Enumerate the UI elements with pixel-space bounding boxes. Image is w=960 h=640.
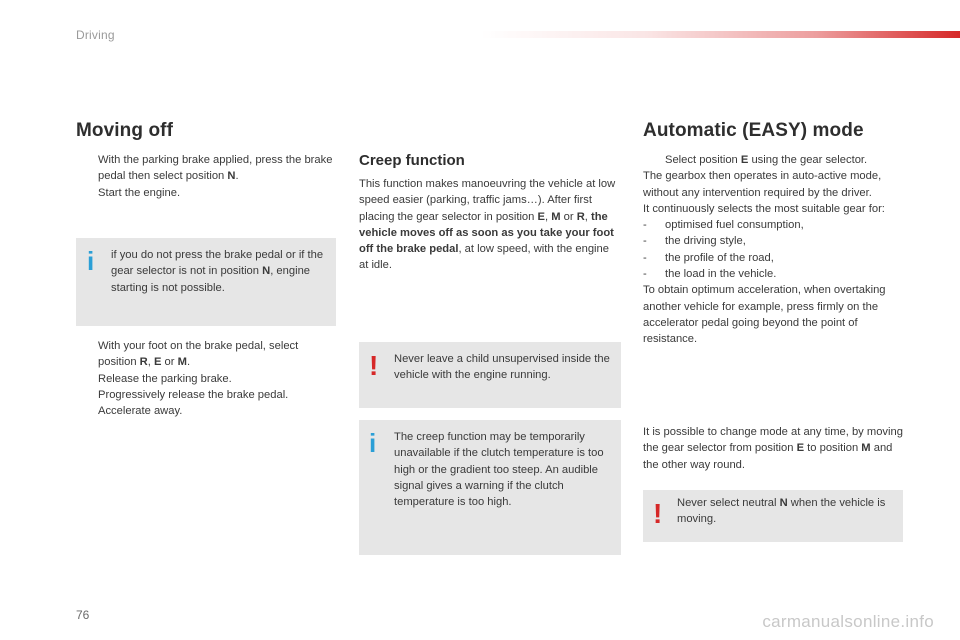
warning-note-text: Never leave a child unsupervised inside the vehicle with the engine running.	[394, 353, 610, 382]
step-item: Select position E using the gear selector.	[665, 154, 868, 166]
paragraph: It continuously selects the most suitable gear for:	[643, 202, 885, 215]
info-icon: i	[369, 428, 377, 458]
creep-function-title: Creep function	[359, 152, 465, 169]
step-item: Release the parking brake.	[98, 372, 232, 385]
info-icon: i	[87, 246, 95, 276]
step-item: Start the engine.	[98, 186, 181, 199]
step-item: Progressively release the brake pedal. Accelerate away.	[98, 388, 289, 418]
watermark: carmanualsonline.info	[762, 612, 934, 631]
list-item: - optimised fuel consumption,	[643, 219, 804, 232]
creep-function-body: This function makes manoeuvring the vehicle at low speed easier (parking, traffic jams…). After first placing the gear selector in position E, M or R, the vehicle moves off as soon as you take your foot off the brake pedal, at low speed, with the engine at idle.	[359, 178, 616, 272]
section-label: Driving	[76, 28, 115, 42]
moving-off-title: Moving off	[76, 120, 174, 141]
page-number: 76	[76, 608, 90, 622]
warning-note-text: Never select neutral N when the vehicle is moving.	[677, 497, 886, 526]
list-item: - the load in the vehicle.	[643, 268, 777, 281]
list-item: - the driving style,	[643, 235, 746, 248]
header-accent-bar	[480, 31, 960, 38]
warning-icon: !	[369, 350, 379, 381]
moving-off-steps-a	[76, 152, 336, 201]
info-note-box	[359, 420, 621, 555]
step-item: With your foot on the brake pedal, select position R, E or M.	[98, 340, 299, 369]
automatic-mode-title: Automatic (EASY) mode	[643, 120, 864, 141]
moving-off-steps-b	[76, 338, 336, 419]
paragraph: The gearbox then operates in auto-active mode, without any intervention required by the driver.	[643, 170, 882, 199]
info-note-text: if you do not press the brake pedal or if the gear selector is not in position N, engine starting is not possible.	[111, 249, 324, 294]
step-item: With the parking brake applied, press the brake pedal then select position N.	[98, 154, 333, 183]
change-mode-paragraph: It is possible to change mode at any time, by moving the gear selector from position E to position M and the other way round.	[643, 426, 903, 471]
info-note-box	[76, 238, 336, 326]
warning-note-box	[643, 490, 903, 542]
warning-note-box	[359, 342, 621, 408]
list-item: - the profile of the road,	[643, 251, 774, 264]
info-note-text: The creep function may be temporarily unavailable if the clutch temperature is too high or the gradient too steep. An audible signal gives a warning if the clutch temperature is too high.	[394, 431, 604, 509]
automatic-mode-body	[643, 152, 903, 348]
paragraph: To obtain optimum acceleration, when overtaking another vehicle for example, press firmly on the accelerator pedal going beyond the point of resistance.	[643, 284, 886, 346]
warning-icon: !	[653, 498, 663, 529]
